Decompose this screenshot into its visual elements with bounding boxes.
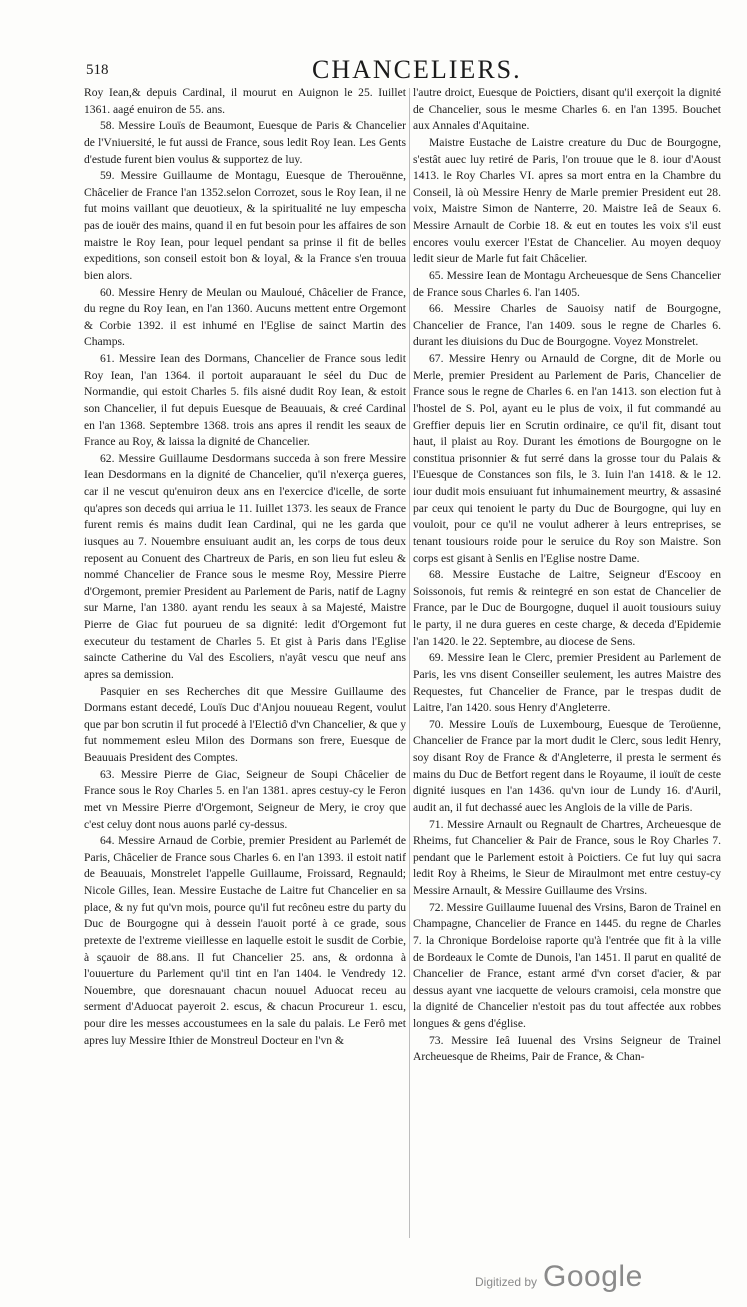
paragraph: 69. Messire Iean le Clerc, premier President au Parlement de Paris, les vns disent Conseiller seulement, les autres Maistre des Requestes, fut Chancelier de France, par le trespas dudit de Laitre, l'an 1420. sous Henry d'Angleterre.: [413, 651, 721, 715]
paragraph: 60. Messire Henry de Meulan ou Mauloué, Châcelier de France, du regne du Roy Iean, en l'an 1360. Aucuns mettent entre Orgemont & Corbie 1392. il est inhumé en l'Eglise de sainct Martin des Champs.: [84, 285, 406, 349]
google-logo: Google: [543, 1260, 643, 1293]
paragraph: 61. Messire Iean des Dormans, Chancelier de France sous ledit Roy Iean, l'an 1364. il portoit auparauant le séel du Duc de Normandie, qui estoit Charles 5. fils aisné dudit Roy Iean, & estoit son Chancelier, il fut depuis Euesque de Beauuais, & creé Cardinal en l'an 1368. Septembre 1368. trois ans apres il rendit les seaux de France au Roy, & laissa la dignité de Chancelier.: [84, 352, 406, 449]
paragraph: 66. Messire Charles de Sauoisy natif de Bourgogne, Chancelier de France, l'an 1409. sous le regne de Charles 6. durant les diuisions du Duc de Bourgogne. Voyez Monstrelet.: [413, 302, 721, 349]
page-number: 518: [86, 62, 109, 78]
paragraph: 63. Messire Pierre de Giac, Seigneur de Soupi Châcelier de France sous le Roy Charles 5. en l'an 1381. apres cestuy-cy le Feron met vn Messire Pierre d'Orgemont, Seigneur de Mery, ie croy que c'est celuy dont nous auons parlé cy-dessus.: [84, 767, 406, 831]
right-column: [413, 85, 721, 1247]
paragraph: 64. Messire Arnaud de Corbie, premier President au Parlemét de Paris, Châcelier de France sous Charles 6. en l'an 1393. il estoit natif de Beauuais, Monstrelet l'appelle Guillaume, Froissard, Regnauld; Nicole Gilles, Iean. Messire Eustache de Laitre fut Chancelier en sa place, & ny fut qu'vn mois, pource qu'il fut recôneu estre du party du Duc de Bourgogne qui à dessein l'auoit porté à ce grade, sous pretexte de l'extreme vieillesse en laquelle estoit le susdit de Corbie, à sçauoir de 88.ans. Il fut Chancelier 25. ans, & ordonna à l'ouuerture du Parlement qu'il tint en l'an 1404. le Vendredy 12. Nouembre, que doresnauant chacun nouuel Aduocat receu au serment d'Aduocat payeroit 2. escus, & chacun Procureur 1. escu, pour dire les messes accoustumees en la sale du palais. Le Ferô met apres luy Messire Ithier de Monstreul Docteur en l'vn &: [84, 834, 406, 1047]
paragraph: 72. Messire Guillaume Iuuenal des Vrsins, Baron de Trainel en Champagne, Chancelier de France en 1445. du regne de Charles 7. la Chronique Bordeloise raporte qu'à l'entrée que fit à la ville de Bordeaux le Comte de Dunois, l'an 1451. Il parut en qualité de Chancelier de France, estant armé d'vn corset d'acier, & par dessus ayant vne iacquette de velours cramoisi, cela monstre que la dignité de Chancelier n'estoit pas du tout affectée aux robbes longues & gens d'église.: [413, 900, 721, 1030]
paragraph: l'autre droict, Euesque de Poictiers, disant qu'il exerçoit la dignité de Chancelier, sous le mesme Charles 6. en l'an 1395. Bouchet aux Annales d'Aquitaine.: [413, 86, 721, 133]
paragraph: Pasquier en ses Recherches dit que Messire Guillaume des Dormans estant decedé, Louïs Duc d'Anjou nouueau Regent, voulut que par bon scrutin il fut procedé à l'Electiô d'vn Chancelier, & que y fut nommement esleu Milon des Dormans son frere, Euesque de Beauuais President des Comptes.: [84, 684, 406, 764]
paragraph: 73. Messire Ieâ Iuuenal des Vrsins Seigneur de Trainel Archeuesque de Rheims, Pair de France, & Chan-: [413, 1033, 721, 1064]
paragraph: 59. Messire Guillaume de Montagu, Euesque de Therouënne, Châcelier de France l'an 1352.selon Corrozet, sous le Roy Iean, il ne fut moins vaillant que deuotieux, & la spiritualité ne luy empescha pas de iouër des mains, quand il en fut besoin pour les affaires de son maistre le Roy Iean, pour lequel pendant sa prinse il fit de belles expeditions, son conseil estoit bon & loyal, & la France s'en trouua bien alors.: [84, 169, 406, 282]
paragraph: 65. Messire Iean de Montagu Archeuesque de Sens Chancelier de France sous Charles 6. l'an 1405.: [413, 268, 721, 299]
running-title: CHANCELIERS.: [312, 55, 522, 84]
paragraph: Maistre Eustache de Laistre creature du Duc de Bourgogne, s'estât auec luy retiré de Paris, l'on trouue que le 8. iour d'Aoust 1413. le Roy Charles VI. apres sa mort entra en la Chambre du Conseil, là où Messire Henry de Marle premier President eut 28. voix, Maistre Simon de Nanterre, 20. Maistre Ieâ de Seaux 6. Messire Arnault de Corbie 18. & eut en toutes les voix s'il eust encores voulu exercer l'Estat de Chancelier. Au moyen dequoy ledit sieur de Marle fut fait Châcelier.: [413, 135, 721, 266]
paragraph: 62. Messire Guillaume Desdormans succeda à son frere Messire Iean Desdormans en la dignité de Chancelier, qu'il n'exerça gueres, car il ne vescut qu'enuiron deux ans en l'exercice d'icelle, de sorte qu'apres son deceds qui arriua le 11. Iuillet 1373. les seaux de France furent remis és mains dudit Iean Cardinal, qui ne les garda que iusques au 7. Nouembre ensuiuant audit an, les corps de tous deux reposent au Conuent des Chartreux de Paris, en son lieu fut esleu & nommé Chancelier de France sous le mesme Roy, Messire Pierre d'Orgemont, premier President au Parlement de Paris, natif de Lagny sur Marne, l'an 1380. ayant rendu les seaux à sa Majesté, Maistre Pierre de Giac fut pourueu de sa dignité: ledit d'Orgemont fut executeur du testament de Charles 5. Et gist à Paris dans l'Eglise saincte Catherine du Val des Escoliers, n'ayât vescu que neuf ans apres sa demission.: [84, 451, 406, 681]
watermark-prefix: Digitized by: [475, 1275, 538, 1289]
column-divider: [409, 88, 410, 1238]
paragraph: 68. Messire Eustache de Laitre, Seigneur d'Escooy en Soissonois, fut remis & reintegré en son estat de Chancelier de France, par le Duc de Bourgogne, duquel il auoit tousiours suiuy le party, il ne dura gueres en ceste charge, & deceda d'Epidemie l'an 1420. le 22. Septembre, au diocese de Sens.: [413, 568, 721, 648]
left-column: [84, 85, 406, 1247]
paragraph: 71. Messire Arnault ou Regnault de Chartres, Archeuesque de Rheims, fut Chancelier & Pair de France, sous le Roy Charles 7. pendant que le Parlement estoit à Poictiers. Ce fut luy qui sacra ledit Roy à Rheims, le Sieur de Miraulmont met entre cestuy-cy Messire Arnault, & Messire Guillaume des Vrsins.: [413, 817, 721, 897]
paragraph: 67. Messire Henry ou Arnauld de Corgne, dit de Morle ou Merle, premier President au Parlement de Paris, Chancelier de France sous le regne de Charles 6. en l'an 1413. son election fut à l'hostel de S. Pol, ayant eu le plus de voix, il fut commandé au Greffier depuis lier en Scrutin ordinaire, ce qu'il fit, disant tout haut, il plaist au Roy. Durant les émotions de Bourgogne on le constitua prisonnier & fut serré dans la grosse tour du Palais & l'Euesque de Constances son fils, le 3. Iuin l'an 1418. & le 12. iour dudit mois ensuiuant fut inhumainement meurtry, & assasiné par ceux qui tenoient le party du Duc de Bourgogne, qui luy en vouloit, pour ce qu'il ne voulut adherer à leurs entreprises, se tenant tousiours roide pour le seruice du Roy son Maistre. Son corps est gisant à Senlis en l'Eglise nostre Dame.: [413, 352, 721, 565]
paragraph: 58. Messire Louïs de Beaumont, Euesque de Paris & Chancelier de l'Vniuersité, le fut aussi de France, sous ledit Roy Iean. Les Gents d'estude furent bien voulus & supportez de luy.: [84, 119, 406, 166]
google-watermark: [475, 1260, 643, 1294]
paragraph: 70. Messire Louïs de Luxembourg, Euesque de Teroüenne, Chancelier de France par la mort dudit le Clerc, sous ledit Henry, soy disant Roy de France & d'Angleterre, il presta le serment és mains du Duc de Betfort regent dans le Royaume, il iouït de ceste dignité iusques en l'an 1436. qu'vn iour de Lundy 16. d'Auril, audit an, il fut dechassé auec les Anglois de la ville de Paris.: [413, 717, 721, 814]
paragraph: Roy Iean,& depuis Cardinal, il mourut en Auignon le 25. Iuillet 1361. aagé enuiron de 55. ans.: [84, 86, 406, 116]
